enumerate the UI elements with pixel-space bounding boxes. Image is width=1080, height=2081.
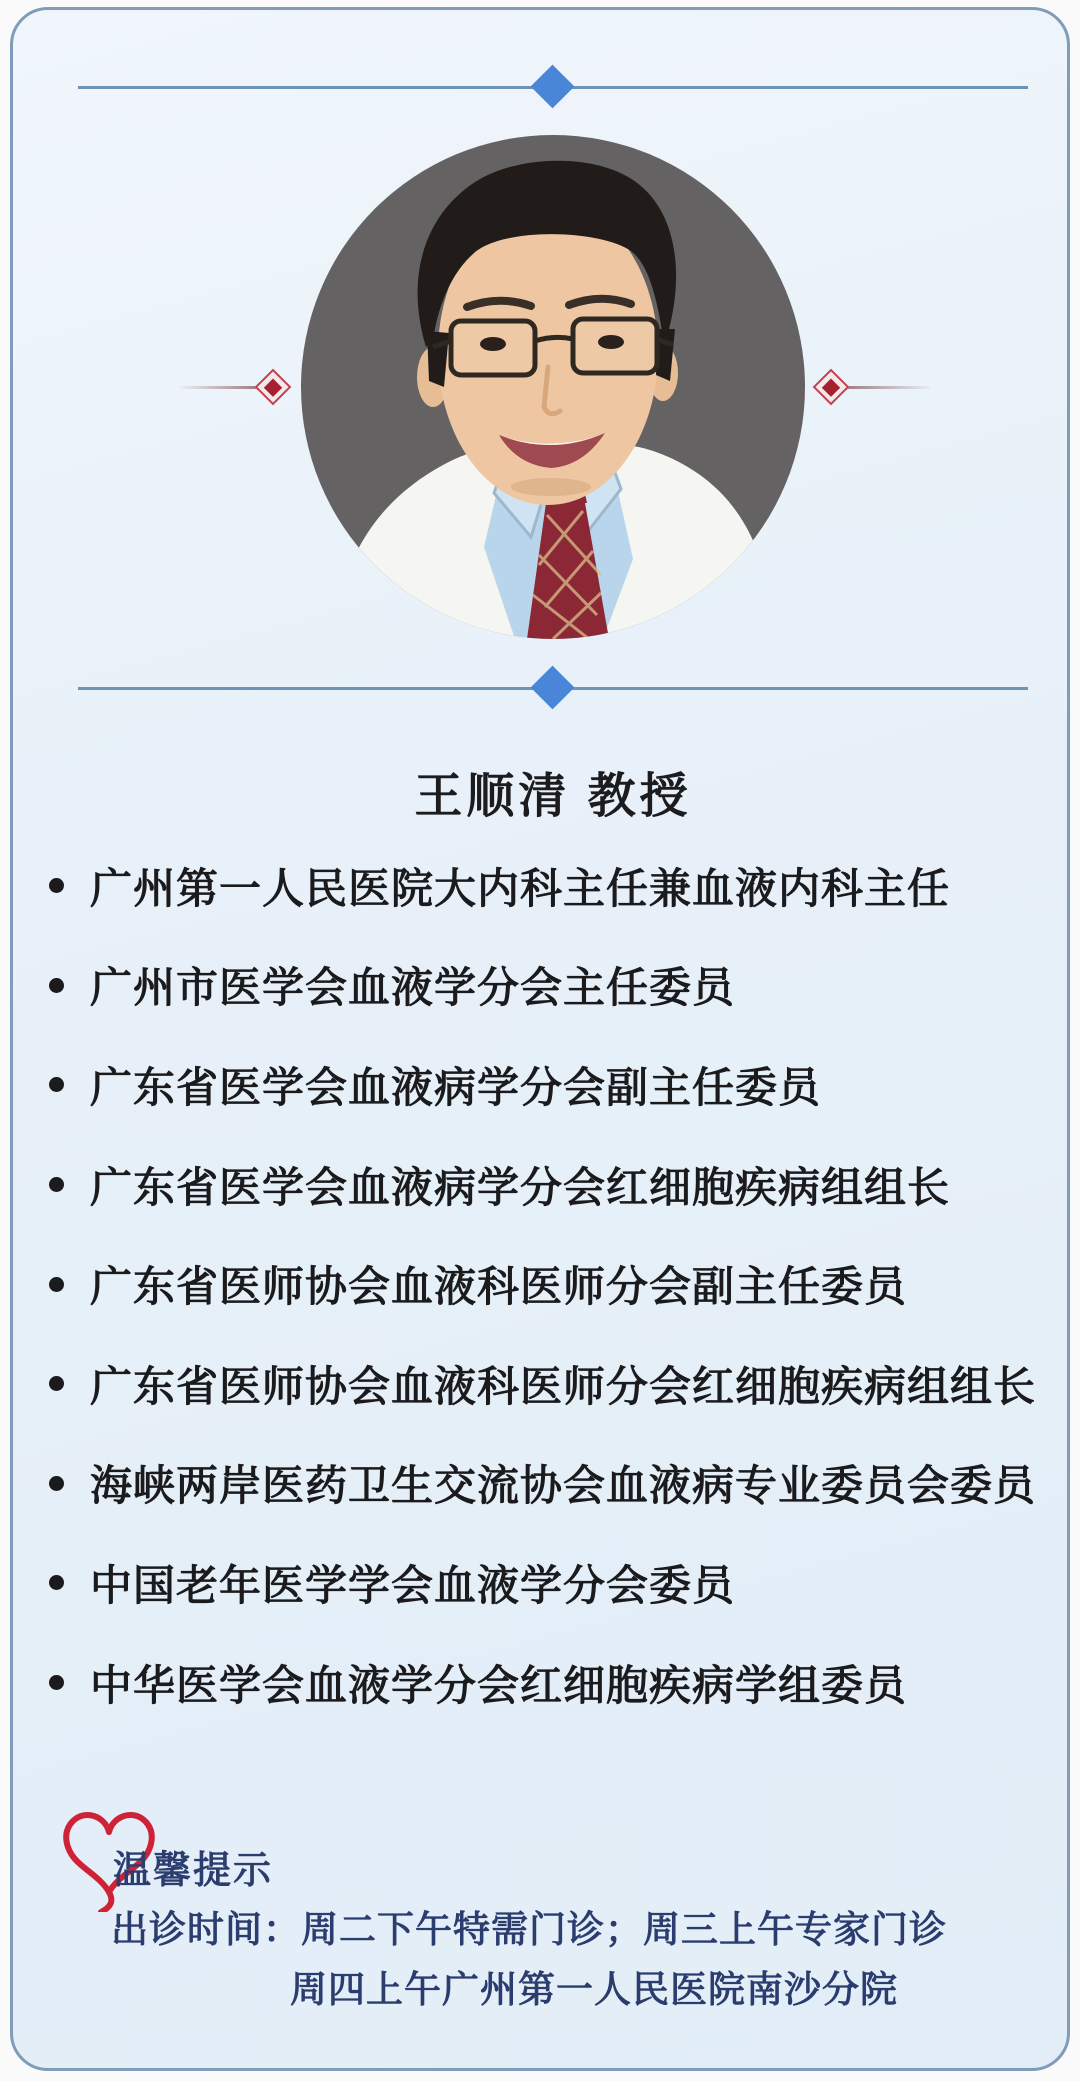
- clinic-schedule-line2: 周四上午广州第一人民医院南沙分院: [290, 1969, 898, 2010]
- bullet-dot: [49, 878, 64, 893]
- list-item: [43, 1533, 1057, 1633]
- credential-text: 广东省医师协会血液科医师分会红细胞疾病组组长: [90, 1362, 1037, 1410]
- doctor-portrait: [301, 135, 805, 639]
- tips-heading: 温馨提示: [113, 1850, 274, 1892]
- list-item: [43, 936, 1057, 1036]
- doctor-portrait-illustration: [301, 135, 805, 639]
- credential-text: 海峡两岸医药卫生交流协会血液病专业委员会委员: [90, 1462, 1037, 1510]
- bullet-dot: [49, 978, 64, 993]
- top-diamond-icon: [531, 65, 575, 109]
- bullet-dot: [49, 1277, 64, 1292]
- list-item: [43, 1633, 1057, 1733]
- bullet-dot: [49, 1077, 64, 1092]
- clinic-schedule-line1: 出诊时间：周二下午特需门诊；周三上午专家门诊: [111, 1909, 947, 1950]
- right-ornament-diamond-icon: [813, 369, 850, 406]
- left-ornament-diamond-icon: [255, 369, 292, 406]
- profile-card: [10, 7, 1070, 2071]
- right-ornament-line: [844, 386, 930, 389]
- bullet-dot: [49, 1177, 64, 1192]
- doctor-name-title: 王顺清 教授: [414, 770, 692, 823]
- bullet-dot: [49, 1476, 64, 1491]
- left-ornament-diamond-fill: [264, 378, 282, 396]
- bullet-dot: [49, 1376, 64, 1391]
- bottom-diamond-icon: [531, 666, 575, 710]
- list-item: [43, 1135, 1057, 1235]
- credential-text: 广东省医学会血液病学分会红细胞疾病组组长: [90, 1163, 951, 1211]
- credentials-list: [43, 836, 1057, 1732]
- list-item: [43, 1434, 1057, 1534]
- credential-text: 广州第一人民医院大内科主任兼血液内科主任: [90, 864, 951, 912]
- credential-text: 中华医学会血液学分会红细胞疾病学组委员: [90, 1661, 908, 1709]
- left-ornament-line: [180, 386, 260, 389]
- bullet-dot: [49, 1675, 64, 1690]
- bullet-dot: [49, 1575, 64, 1590]
- list-item: [43, 836, 1057, 936]
- credential-text: 广东省医师协会血液科医师分会副主任委员: [90, 1263, 908, 1311]
- credential-text: 中国老年医学学会血液学分会委员: [90, 1561, 736, 1609]
- credential-text: 广东省医学会血液病学分会副主任委员: [90, 1063, 822, 1111]
- list-item: [43, 1035, 1057, 1135]
- right-ornament-diamond-fill: [822, 378, 840, 396]
- list-item: [43, 1334, 1057, 1434]
- credential-text: 广州市医学会血液学分会主任委员: [90, 964, 736, 1012]
- list-item: [43, 1234, 1057, 1334]
